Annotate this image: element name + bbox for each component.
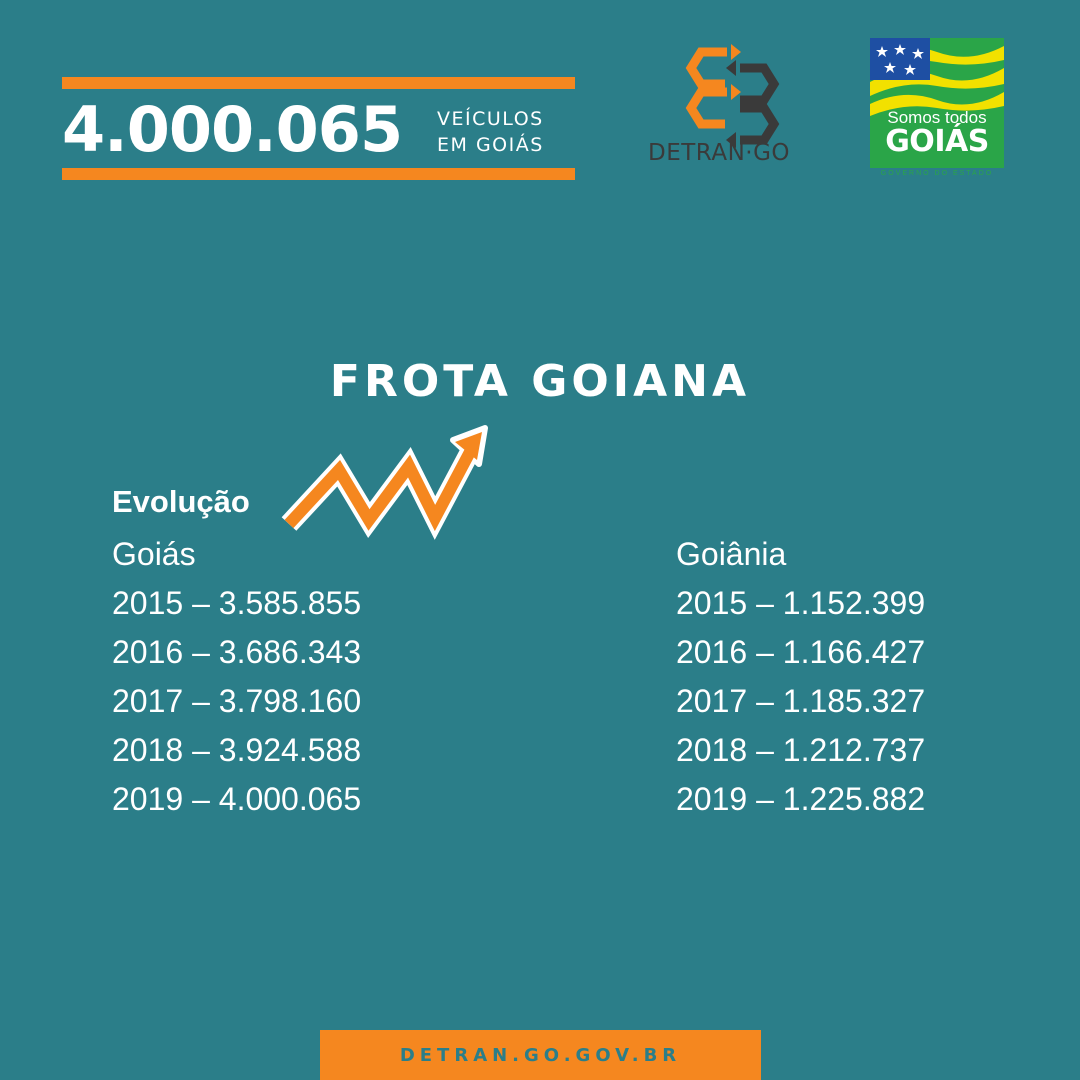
vehicle-count: 4.000.065 [62,93,403,166]
goias-row-2016: 2016 – 3.686.343 [112,634,362,670]
goias-column-heading: Goiás [112,536,196,572]
goias-logo-tagline: Somos todos [887,108,987,127]
footer-banner [320,1030,761,1080]
goiania-row-2018: 2018 – 1.212.737 [676,732,926,768]
goias-column [112,530,361,824]
header-top-bar [62,77,575,89]
goias-row-2015: 2015 – 3.585.855 [112,585,362,621]
goiania-row-2015: 2015 – 1.152.399 [676,585,926,621]
goiania-row-2017: 2017 – 1.185.327 [676,683,926,719]
detran-logo-text: DETRAN·GO [648,140,791,166]
vehicle-count-label-line1: VEÍCULOS [437,108,544,130]
goias-logo-subtitle: GOVERNO DO ESTADO [880,170,994,177]
evolution-label: Evolução [112,484,250,519]
goias-row-2018: 2018 – 3.924.588 [112,732,362,768]
goias-row-2017: 2017 – 3.798.160 [112,683,362,719]
goiania-row-2019: 2019 – 1.225.882 [676,781,926,817]
page-title: FROTA GOIANA [329,356,751,407]
footer-url-link[interactable]: DETRAN.GO.GOV.BR [399,1044,682,1066]
goiania-row-2016: 2016 – 1.166.427 [676,634,926,670]
vehicle-count-label-line2: EM GOIÁS [437,134,544,156]
goias-logo-name: GOIÁS [885,124,989,159]
goiania-column-heading: Goiânia [676,536,787,572]
goias-row-2019: 2019 – 4.000.065 [112,781,362,817]
header-bottom-bar [62,168,575,180]
goiania-column [676,530,925,824]
